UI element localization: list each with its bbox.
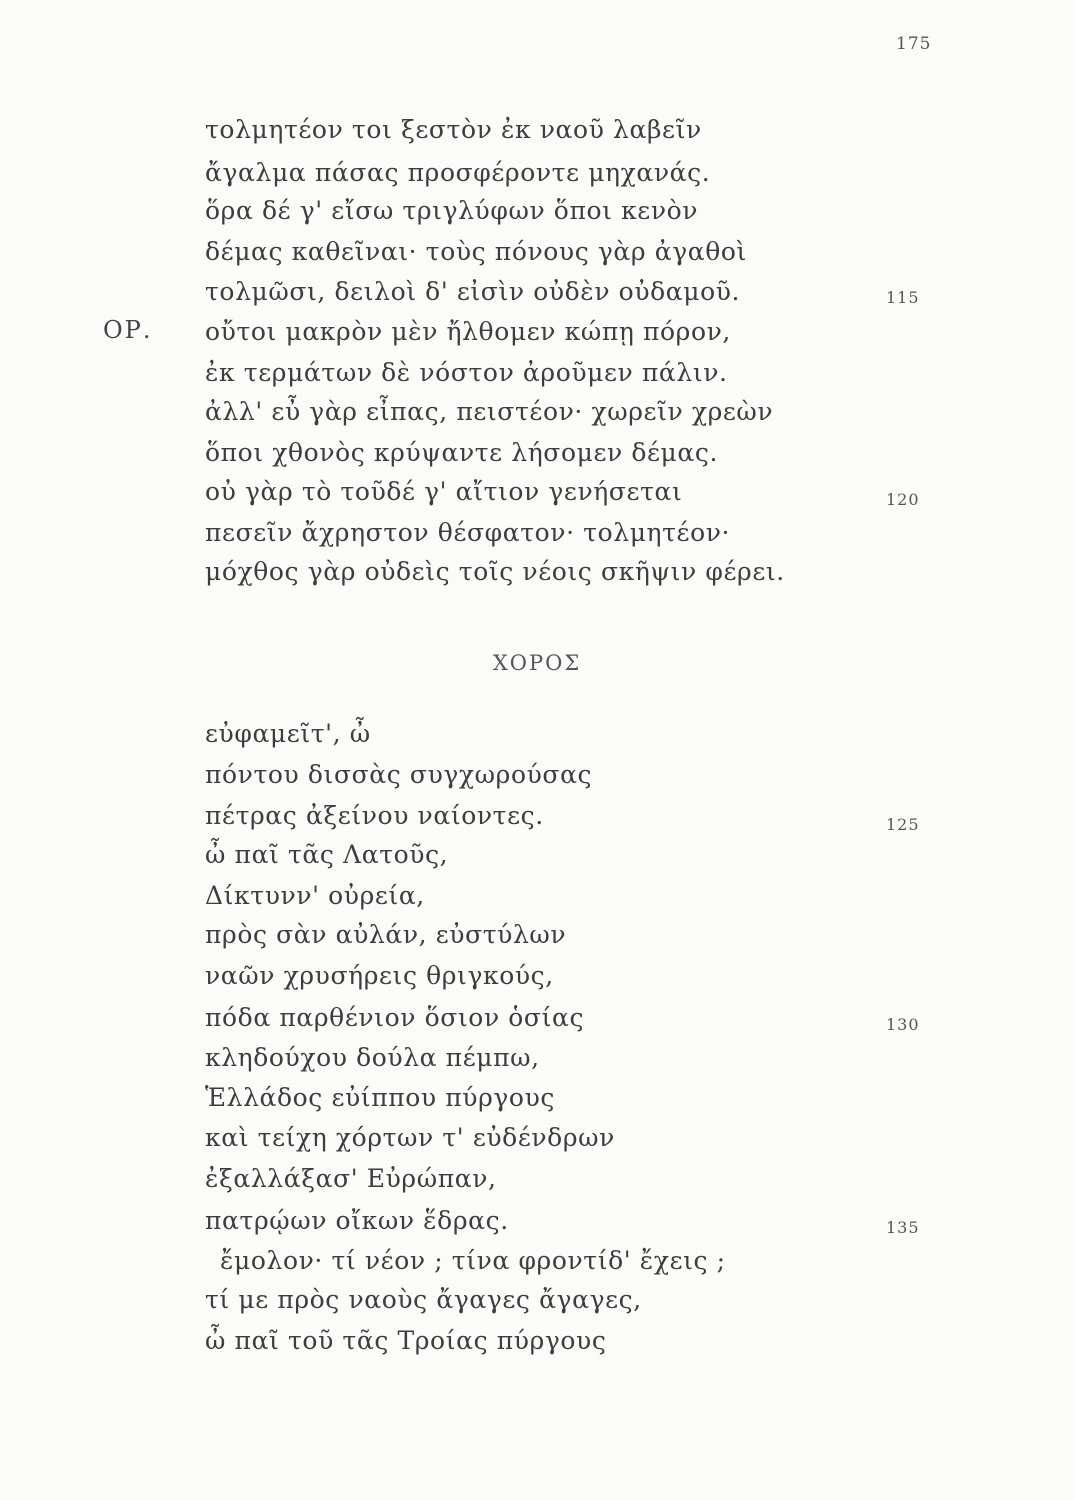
verse-line: ἐκ τερμάτων δὲ νόστον ἀροῦμεν πάλιν.	[205, 358, 728, 387]
verse-line: καὶ τείχη χόρτων τ' εὐδένδρων	[205, 1123, 615, 1152]
verse-line: πέτρας ἀξείνου ναίοντες.	[205, 801, 544, 830]
verse-line: μόχθος γὰρ οὐδεὶς τοῖς νέοις σκῆψιν φέρει.	[205, 557, 785, 586]
verse-line: δέμας καθεῖναι· τοὺς πόνους γὰρ ἀγαθοὶ	[205, 237, 747, 266]
verse-line: ὅρα δέ γ' εἴσω τριγλύφων ὅποι κενὸν	[205, 196, 699, 225]
verse-line: πόντου δισσὰς συγχωρούσας	[205, 760, 593, 789]
verse-line: οὔτοι μακρὸν μὲν ἤλθομεν κώπῃ πόρον,	[205, 317, 731, 346]
verse-line: πρὸς σὰν αὐλάν, εὐστύλων	[205, 920, 567, 949]
verse-line: τολμῶσι, δειλοὶ δ' εἰσὶν οὐδὲν οὐδαμοῦ.	[205, 277, 741, 306]
verse-line: τολμητέον τοι ξεστὸν ἐκ ναοῦ λαβεῖν	[205, 115, 702, 144]
section-heading: ΧΟΡΟΣ	[492, 651, 582, 675]
verse-line: Δίκτυνν' οὐρεία,	[205, 881, 425, 910]
line-number: 130	[886, 1015, 920, 1034]
verse-line: ἄγαλμα πάσας προσφέροντε μηχανάς.	[205, 158, 711, 187]
page-number: 175	[896, 34, 932, 54]
verse-line: ὦ παῖ τοῦ τᾶς Τροίας πύργους	[205, 1326, 607, 1355]
verse-line: κληδούχου δούλα πέμπω,	[205, 1043, 540, 1072]
verse-line: ἀλλ' εὖ γὰρ εἶπας, πειστέον· χωρεῖν χρεὼν	[205, 397, 774, 426]
line-number: 115	[886, 288, 920, 307]
verse-line: οὐ γὰρ τὸ τοῦδέ γ' αἴτιον γενήσεται	[205, 477, 683, 506]
verse-line: τί με πρὸς ναοὺς ἄγαγες ἄγαγες,	[205, 1285, 642, 1314]
verse-line: ναῶν χρυσήρεις θριγκούς,	[205, 961, 554, 990]
speaker-label: ΟΡ.	[103, 316, 153, 344]
line-number: 125	[886, 815, 920, 834]
verse-line: πόδα παρθένιον ὅσιον ὁσίας	[205, 1003, 585, 1032]
verse-line: εὐφαμεῖτ', ὦ	[205, 719, 371, 748]
verse-line: Ἑλλάδος εὐίππου πύργους	[205, 1083, 555, 1112]
verse-line: πεσεῖν ἄχρηστον θέσφατον· τολμητέον·	[205, 518, 731, 547]
verse-line: ἔμολον· τί νέον ; τίνα φροντίδ' ἔχεις ;	[220, 1246, 726, 1275]
verse-line: ὦ παῖ τᾶς Λατοῦς,	[205, 840, 449, 869]
verse-line: ὅποι χθονὸς κρύψαντε λήσομεν δέμας.	[205, 438, 719, 467]
verse-line: ἐξαλλάξασ' Εὐρώπαν,	[205, 1164, 497, 1193]
line-number: 120	[886, 490, 920, 509]
line-number: 135	[886, 1218, 920, 1237]
verse-line: πατρῴων οἴκων ἕδρας.	[205, 1206, 509, 1235]
